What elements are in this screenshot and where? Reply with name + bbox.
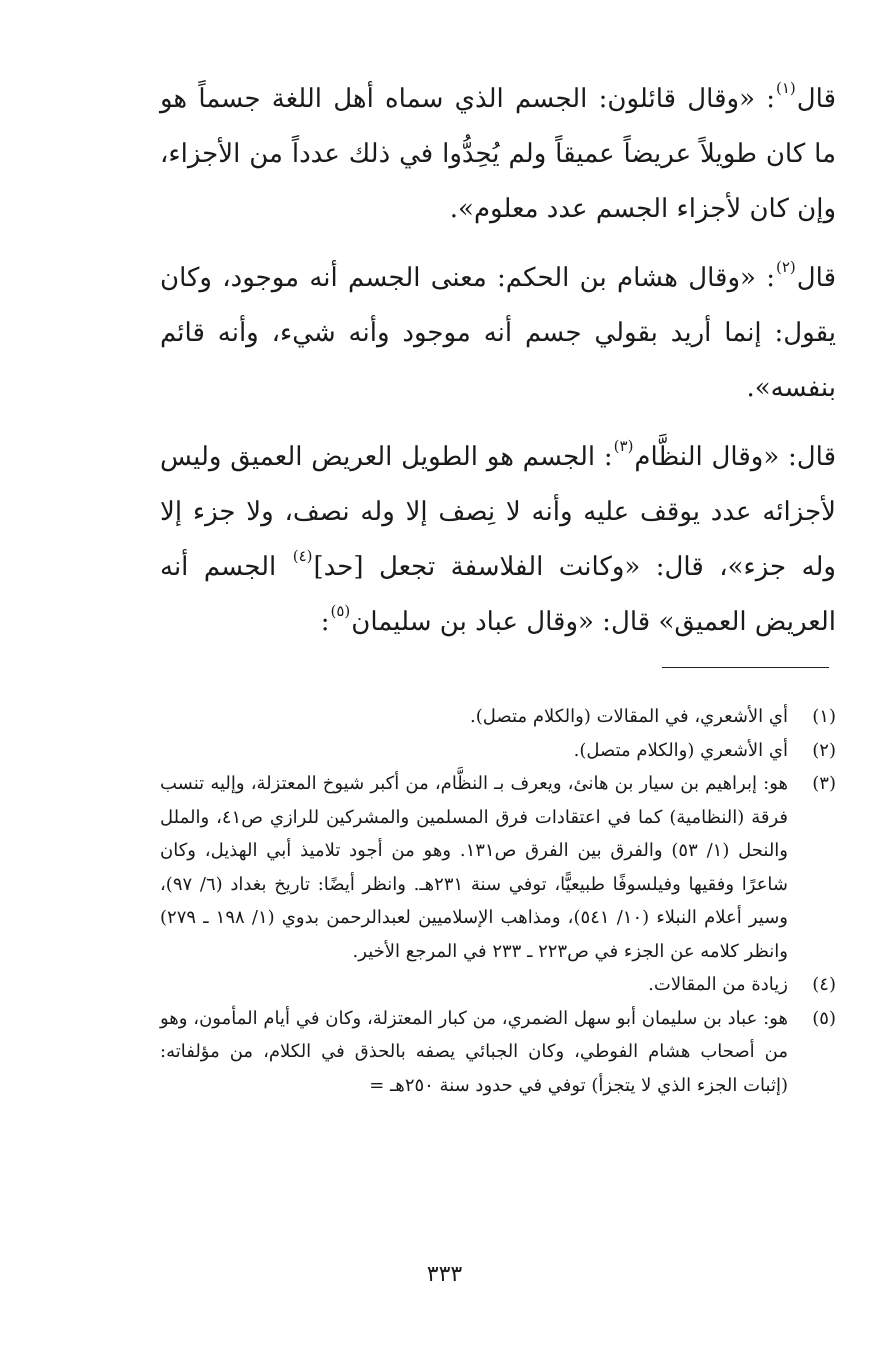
main-paragraphs (160, 72, 836, 650)
paragraph-text: : (320, 607, 330, 637)
footnote-number: (٣) (812, 773, 836, 794)
paragraph-text: قال (796, 84, 836, 114)
footnote-marker[interactable]: (٤) (292, 547, 313, 565)
footnote-item (160, 968, 836, 1002)
footnote-text: زيادة من المقالات. (648, 974, 788, 995)
footnote-item (160, 734, 836, 768)
footnote-text: هو: عباد بن سليمان أبو سهل الضمري، من كبار المعتزلة، وكان في أيام المأمون، وهو من أصحاب هشام الفوطي، وكان الجبائي يصفه بالحذق في الكلام، من مؤلفاته: (إثبات الجزء الذي لا يتجزأ) توفي في حدود سنة ٢٥٠هـ = (160, 1007, 788, 1096)
footnote-number: (٢) (812, 739, 836, 761)
footnote-marker[interactable]: (١) (775, 79, 796, 97)
paragraph-text: : الجسم هو الطويل العريض العميق وليس لأجزائه عدد يوقف عليه وأنه لا نِصف إلا وله نصف، ولا جزء إلا وله جزء»، قال: «وكانت الفلاسفة تجعل [حد] (160, 442, 836, 582)
footnote-text: أي الأشعري (والكلام متصل). (573, 739, 788, 761)
footnote-marker[interactable]: (٢) (775, 258, 796, 276)
footnote-item (160, 1002, 836, 1103)
footnote-text: أي الأشعري، في المقالات (والكلام متصل). (470, 706, 788, 727)
footnote-separator (662, 667, 829, 668)
paragraph-text: : «وقال هشام بن الحكم: معنى الجسم أنه موجود، وكان يقول: إنما أريد بقولي جسم أنه موجود وأنه شيء، وأنه قائم بنفسه». (160, 263, 836, 403)
main-text (160, 72, 836, 664)
paragraph (160, 72, 836, 237)
footnote-number: (١) (812, 706, 836, 727)
paragraph-text: : «وقال قائلون: الجسم الذي سماه أهل اللغة جسماً هو ما كان طويلاً عريضاً عميقاً ولم يُحِدُّوا في ذلك عدداً من الأجزاء، وإن كان لأجزاء الجسم عدد معلوم». (160, 84, 836, 224)
footnote-number: (٤) (812, 974, 836, 995)
footnotes (160, 700, 836, 1102)
paragraph (160, 430, 836, 650)
paragraph (160, 251, 836, 416)
footnote-item (160, 767, 836, 968)
footnote-marker[interactable]: (٥) (330, 602, 351, 620)
paragraph-text: قال: «وقال النظَّام (634, 442, 837, 472)
footnote-number: (٥) (812, 1007, 836, 1029)
footnote-marker[interactable]: (٣) (613, 437, 634, 455)
footnote-text: هو: إبراهيم بن سيار بن هانئ، ويعرف بـ النظَّام، من أكبر شيوخ المعتزلة، وإليه تنسب فرقة (النظامية) كما في اعتقادات فرق المسلمين والمشركين للرازي ص٤١، والملل والنحل (١/ ٥٣) والفرق بين الفرق ص١٣١. وهو من أجود تلاميذ أبي الهذيل، وكان شاعرًا وفقيها وفيلسوفًا طبيعيًّا، توفي سنة ٢٣١هـ. وانظر أيضًا: تاريخ بغداد (٦/ ٩٧)، وسير أعلام النبلاء (١٠/ ٥٤١)، ومذاهب الإسلاميين لعبدالرحمن بدوي (١/ ١٩٨ ـ ٢٧٩) وانظر كلامه عن الجزء في ص٢٢٣ ـ ٢٣٣ في المرجع الأخير. (160, 773, 789, 962)
footnote-item (160, 700, 836, 734)
paragraph-text: الجسم أنه العريض العميق» قال: «وقال عباد بن سليمان (160, 552, 836, 637)
paragraph-text: قال (796, 263, 836, 293)
page-number: ٣٣٣ (426, 1262, 463, 1287)
